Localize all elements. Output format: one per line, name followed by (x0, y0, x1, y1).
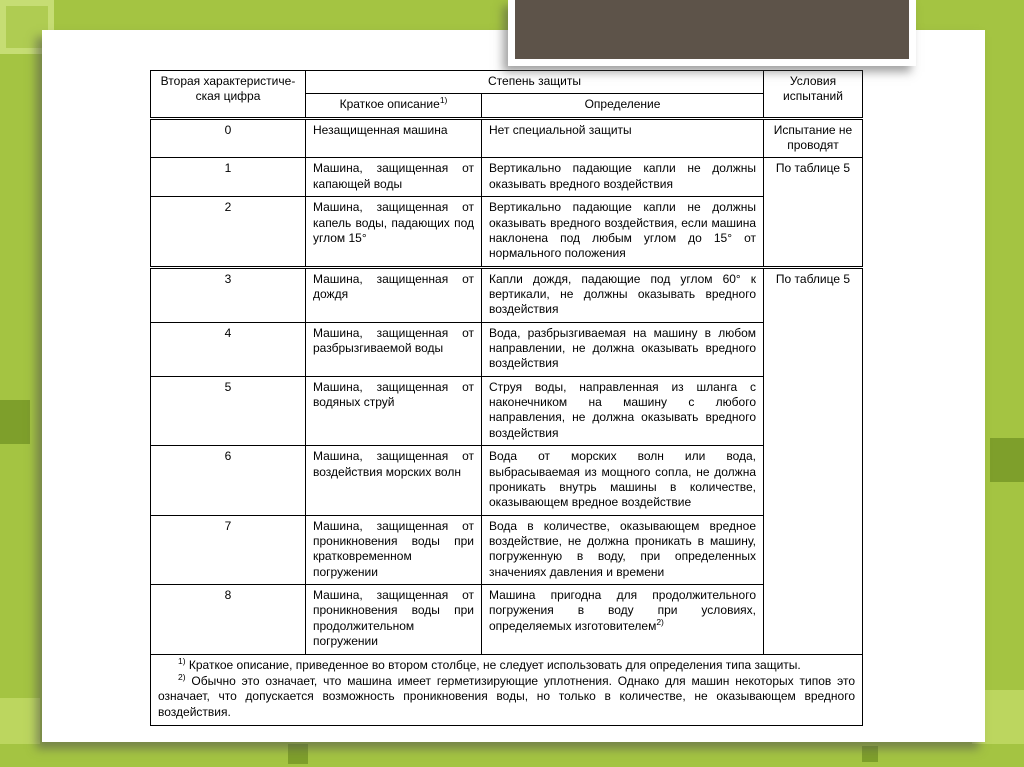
slide (42, 30, 985, 742)
cell-short-description: Машина, защищенная от проникновения воды при кратковременном погружении (306, 515, 482, 584)
cell-digit: 7 (151, 515, 306, 584)
cell-definition (482, 585, 764, 654)
cell-short-description: Машина, защищенная от дождя (306, 267, 482, 322)
header-second-digit: Вторая характеристическая цифра (151, 71, 306, 119)
cell-definition-footnote-ref: 2) (656, 616, 664, 627)
cell-digit: 5 (151, 376, 306, 445)
cell-test-conditions: Испытание не проводят (764, 118, 863, 158)
table-row (151, 197, 863, 267)
table-row (151, 585, 863, 654)
table-header-row-1 (151, 71, 863, 94)
cell-definition: Вода, разбрызгиваемая на машину в любом направлении, не должна оказывать вредного воздействия (482, 322, 764, 376)
cell-definition-text: Машина пригодна для продолжительного погружения в воду при условиях, определяемых изготовителем (489, 588, 756, 633)
footnote-2 (158, 671, 855, 720)
table-row (151, 118, 863, 158)
cell-test-conditions: По таблице 5 (764, 267, 863, 654)
header-short-description (306, 94, 482, 118)
cell-short-description: Машина, защищенная от водяных струй (306, 376, 482, 445)
header-definition: Определение (482, 94, 764, 118)
cell-digit: 3 (151, 267, 306, 322)
cell-short-description: Машина, защищенная от разбрызгиваемой воды (306, 322, 482, 376)
footnote-1-text: Краткое описание, приведенное во втором столбце, не следует использовать для определения типа защиты. (185, 657, 801, 672)
image-placeholder (508, 0, 916, 66)
cell-short-description: Машина, защищенная от капель воды, падающих под углом 15° (306, 197, 482, 267)
decor-square-right-mid (990, 438, 1024, 482)
table-row (151, 515, 863, 584)
table-row (151, 267, 863, 322)
header-short-description-label: Краткое описание (339, 97, 440, 112)
table-footnotes-row (151, 654, 863, 725)
cell-digit: 8 (151, 585, 306, 654)
footnote-2-text: Обычно это означает, что машина имеет герметизирующие уплотнения. Однако для машин некоторых типов это означает, что допускается возможность проникновения воды, но только в количестве, не оказывающем вредного воздействия. (158, 673, 855, 719)
cell-short-description: Незащищенная машина (306, 118, 482, 158)
table-row (151, 158, 863, 197)
cell-definition: Струя воды, направленная из шланга с наконечником на машину с любого направления, не должна оказывать вредного воздействия (482, 376, 764, 445)
header-short-description-footnote-ref: 1) (439, 95, 448, 106)
footnotes-cell (151, 654, 863, 725)
cell-definition: Капли дождя, падающие под углом 60° к вертикали, не должны оказывать вредного воздействия (482, 267, 764, 322)
cell-short-description: Машина, защищенная от воздействия морских волн (306, 446, 482, 515)
footnote-1 (158, 655, 855, 673)
cell-test-conditions: По таблице 5 (764, 158, 863, 267)
decor-square-bottom-left (0, 698, 40, 744)
cell-digit: 1 (151, 158, 306, 197)
cell-definition: Вода от морских волн или вода, выбрасываемая из мощного сопла, не должна проникать внутрь машины в количестве, оказывающем вредное воздействие (482, 446, 764, 515)
table-row (151, 446, 863, 515)
cell-digit: 4 (151, 322, 306, 376)
cell-digit: 6 (151, 446, 306, 515)
decor-square-bottom-strip-1 (288, 744, 308, 764)
cell-definition: Вертикально падающие капли не должны оказывать вредного воздействия, если машина наклонена под любым углом до 15° от нормального положения (482, 197, 764, 267)
cell-short-description: Машина, защищенная от капающей воды (306, 158, 482, 197)
cell-definition: Вода в количестве, оказывающем вредное воздействие, не должна проникать в машину, погруженную в воду, при определенных значениях давления и времени (482, 515, 764, 584)
cell-short-description: Машина, защищенная от проникновения воды при продолжительном погружении (306, 585, 482, 654)
protection-degrees-table (150, 70, 863, 726)
decor-square-left-mid (0, 400, 30, 444)
footnote-2-ref: 2) (178, 671, 186, 682)
cell-digit: 0 (151, 118, 306, 158)
cell-digit: 2 (151, 197, 306, 267)
cell-definition: Вертикально падающие капли не должны оказывать вредного воздействия (482, 158, 764, 197)
table-row (151, 322, 863, 376)
table-row (151, 376, 863, 445)
header-test-conditions: Условия испытаний (764, 71, 863, 119)
footnote-1-ref: 1) (178, 655, 186, 666)
header-protection-degree: Степень защиты (306, 71, 764, 94)
cell-definition: Нет специальной защиты (482, 118, 764, 158)
decor-square-bottom-strip-2 (862, 746, 878, 762)
